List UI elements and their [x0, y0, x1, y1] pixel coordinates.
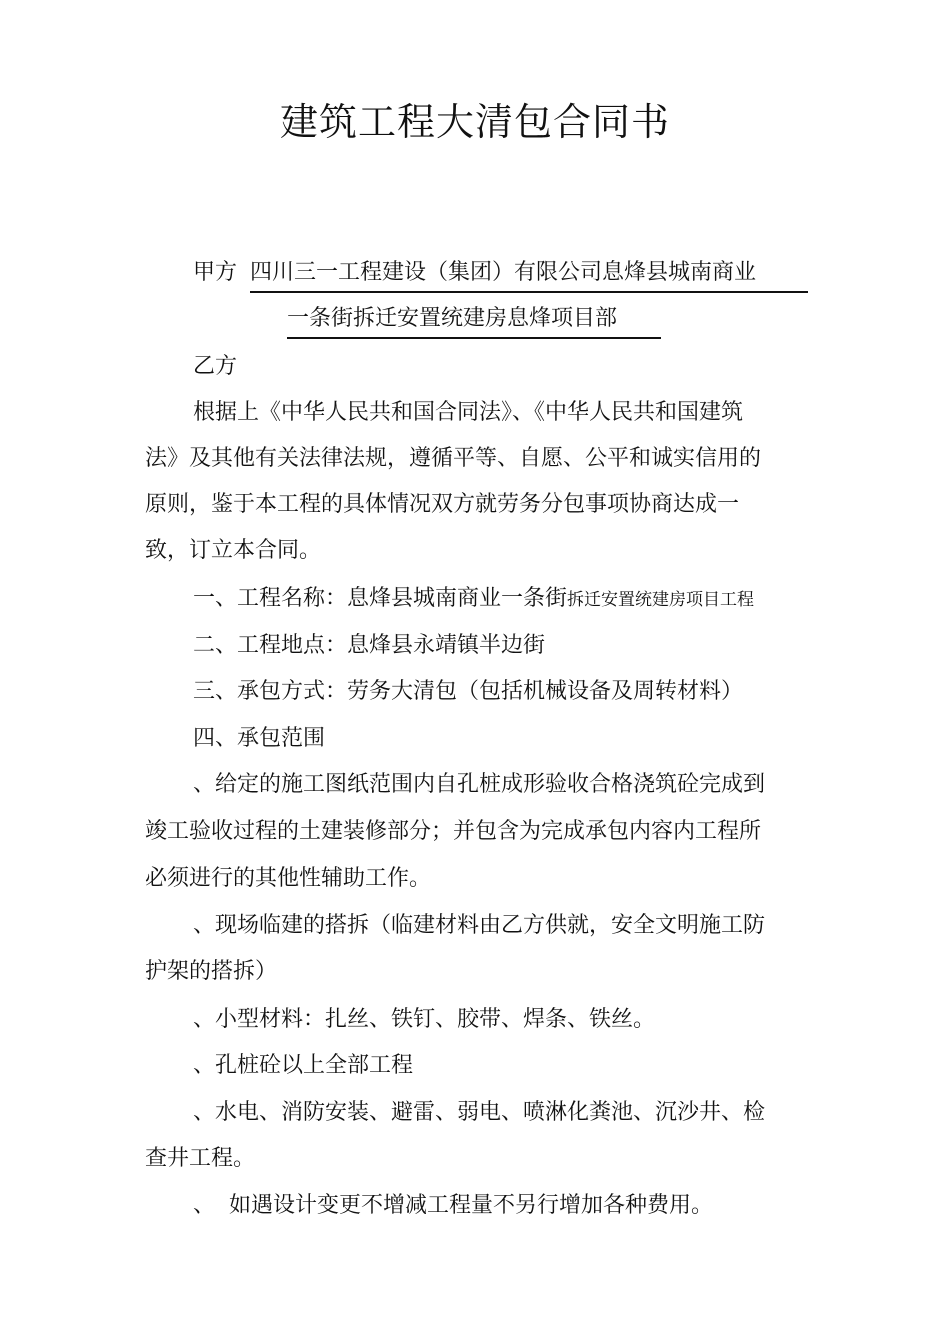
- scope-item-4: 、孔桩砼以上全部工程: [193, 1053, 414, 1078]
- party-a-name-line2: 一条街拆迁安置统建房息烽项目部: [287, 304, 661, 339]
- preamble-line-4: 致，订立本合同。: [145, 538, 322, 563]
- preamble-line-2: 法》及其他有关法律法规，遵循平等、自愿、公平和诚实信用的: [145, 446, 762, 471]
- preamble-line-3: 原则，鉴于本工程的具体情况双方就劳务分包事项协商达成一: [145, 492, 740, 517]
- scope-item-5-line-1: 、水电、消防安装、避雷、弱电、喷淋化粪池、沉沙井、检: [193, 1100, 766, 1125]
- scope-item-2-line-2: 护架的搭拆）: [145, 959, 278, 984]
- clause-project-name-tail: 拆迁安置统建房项目工程: [567, 590, 755, 610]
- clause-project-name-label: 一、工程名称：息烽县城南商业一条街: [193, 586, 568, 611]
- scope-item-6: 、 如遇设计变更不增减工程量不另行增加各种费用。: [193, 1193, 713, 1218]
- party-a-name-line1: 四川三一工程建设（集团）有限公司息烽县城南商业: [250, 258, 808, 293]
- scope-item-5-line-2: 查井工程。: [145, 1146, 256, 1171]
- clause-contract-mode: 三、承包方式：劳务大清包（包括机械设备及周转材料）: [193, 679, 744, 704]
- clause-project-name: [193, 584, 810, 615]
- scope-item-1-line-1: 、给定的施工图纸范围内自孔桩成形验收合格浇筑砼完成到: [193, 772, 766, 797]
- document-title: 建筑工程大清包合同书: [279, 100, 670, 144]
- scope-item-1-line-3: 必须进行的其他性辅助工作。: [145, 866, 432, 891]
- scope-item-3: 、小型材料：扎丝、铁钉、胶带、焊条、铁丝。: [193, 1007, 656, 1032]
- clause-scope-heading: 四、承包范围: [193, 726, 326, 751]
- party-b-label: 乙方: [193, 354, 238, 379]
- scope-item-2-line-1: 、现场临建的搭拆（临建材料由乙方供就，安全文明施工防: [193, 913, 766, 938]
- party-a-label: 甲方: [193, 260, 238, 285]
- scope-item-1-line-2: 竣工验收过程的土建装修部分；并包含为完成承包内容内工程所: [145, 819, 762, 844]
- clause-project-location: 二、工程地点：息烽县永靖镇半边街: [193, 633, 546, 658]
- preamble-line-1: 根据上《中华人民共和国合同法》、《中华人民共和国建筑: [193, 400, 744, 425]
